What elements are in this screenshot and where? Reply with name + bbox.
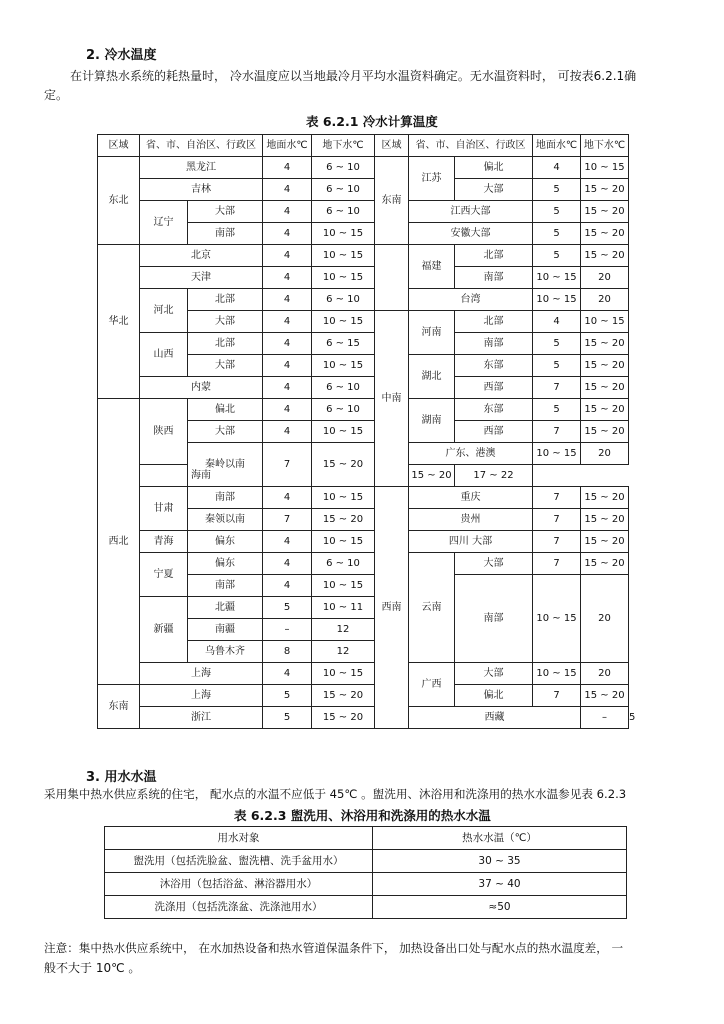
surface-temp-cell: 10 ~ 15 [533,663,581,685]
subarea-cell: 偏东 [188,531,263,553]
province-cell: 吉林 [140,179,263,201]
province-cell: 陕西 [140,399,188,465]
province-cell: 湖南 [409,399,455,443]
province-cell: 西藏 [409,707,581,729]
subarea-cell: 西部 [455,421,533,443]
ground-temp-cell: 6 ~ 10 [312,289,375,311]
subarea-cell: 南部 [188,487,263,509]
province-cell: 台湾 [409,289,533,311]
province-cell: 江苏 [409,157,455,201]
header-water-use: 用水对象 [105,827,373,850]
surface-temp-cell: 15 ~ 20 [409,465,455,487]
header-region: 区域 [98,135,140,157]
surface-temp-cell: 4 [263,487,312,509]
section-2-para-line1: 在计算热水系统的耗热量时， 冷水温度应以当地最冷月平均水温资料确定。无水温资料时， 可按表6.2.1确 [70,69,637,83]
province-cell: 北京 [140,245,263,267]
ground-temp-cell: 15 ~ 20 [581,531,629,553]
table-6-2-1-caption: 表 6.2.1 冷水计算温度 [306,114,438,129]
ground-temp-cell: 15 ~ 20 [312,707,375,729]
province-cell: 江西大部 [409,201,533,223]
ground-temp-cell: 10 ~ 15 [312,663,375,685]
subarea-cell: 北部 [188,333,263,355]
note-line1: 注意：集中热水供应系统中， 在水加热设备和热水管道保温条件下， 加热设备出口处与配水点的热水温度差， 一 [44,941,624,955]
ground-temp-cell: 10 ~ 15 [312,355,375,377]
ground-temp-cell: 10 ~ 15 [312,245,375,267]
surface-temp-cell: 4 [263,399,312,421]
subarea-cell: 偏东 [188,553,263,575]
surface-temp-cell: 4 [263,355,312,377]
header-surface-water-right: 地面水℃ [533,135,581,157]
province-cell: 辽宁 [140,201,188,245]
cold-water-temperature-table: 区域 省、市、自治区、行政区 地面水℃ 地下水℃ 区域 省、市、自治区、行政区 地面水℃ 地下水℃ 东北 黑龙江 4 6 ~ 10 东南 江苏 偏北 4 10 ~ 15 吉林 4 6 ~ 10 大部 5 15 ~ 20 辽宁 大部 4 6 ~ 10 江西大部 5 15 ~ 20 南部 4 10 ~ 15 安徽大部 5 15 ~ 20 华北 北京 4 10 ~ 15 福建 北部 5 15 ~ 20 天津 4 10 ~ 15 南部 10 ~ 15 20 河北 北部 4 6 ~ 10 台湾 10 ~ 15 20 大部 4 10 ~ 15 中南 河南 北部 4 10 ~ 15 山西 北部 4 6 ~ 15 南部 5 15 ~ 20 大部 4 10 ~ 15 湖北 东部 5 15 ~ 20 内蒙 4 6 ~ 10 西部 7 15 ~ 20 西北 陕西 偏北 4 6 ~ 10 湖南 东部 5 15 ~ 20 大部 4 10 ~ 15 西部 7 15 ~ 20 秦岭以南 7 15 ~ 20 广东、港澳 10 ~ 15 20 海南 15 ~ 20 17 ~ 22 甘肃 南部 4 10 ~ 15 西南 重庆 7 15 ~ 20 秦领以南 7 15 ~ 20 贵州 7 15 ~ 20 青海 偏东 4 10 ~ 15 四川 大部 7 15 ~ 20 宁夏 偏东 4 6 ~ 10 云南 大部 7 15 ~ 20 南部 4 10 ~ 15 南部 10 ~ 15 20 新疆 北疆 5 10 ~ 11 南疆 – 12 乌鲁木齐 8 12 上海 4 10 ~ 15 广西 大部 10 ~ 15 20 东南 上海 5 15 ~ 20 偏北 7 15 ~ 20 浙江 5 15 ~ 20 西藏 – 5 [97,134,629,729]
section-3-title: 3. 用水水温 [86,770,157,785]
ground-temp-cell: 15 ~ 20 [581,685,629,707]
province-cell: 广西 [409,663,455,707]
subarea-cell: 东部 [455,355,533,377]
province-cell: 内蒙 [140,377,263,399]
surface-temp-cell: 4 [263,553,312,575]
ground-temp-cell: 6 ~ 10 [312,377,375,399]
ground-temp-cell: 15 ~ 20 [581,553,629,575]
ground-temp-cell: 20 [581,267,629,289]
subarea-cell: 大部 [188,311,263,333]
province-cell: 云南 [409,553,455,663]
surface-temp-cell: 4 [263,311,312,333]
ground-temp-cell: 15 ~ 20 [581,245,629,267]
surface-temp-cell: 4 [263,267,312,289]
ground-temp-cell: 20 [581,663,629,685]
surface-temp-cell: 7 [533,685,581,707]
region-xibei: 西北 [98,399,140,685]
ground-temp-cell: 6 ~ 10 [312,179,375,201]
surface-temp-cell: 7 [263,443,312,487]
surface-temp-cell: – [263,619,312,641]
ground-temp-cell: 10 ~ 15 [312,223,375,245]
ground-temp-cell: 10 ~ 15 [312,311,375,333]
table-row [105,850,627,873]
temp-cell: 30 ~ 35 [373,850,627,873]
surface-temp-cell: 8 [263,641,312,663]
surface-temp-cell: 4 [263,201,312,223]
province-cell: 贵州 [409,509,533,531]
subarea-cell: 大部 [188,355,263,377]
province-cell: 湖北 [409,355,455,399]
header-surface-water: 地面水℃ [263,135,312,157]
ground-temp-cell: 15 ~ 20 [581,377,629,399]
table-row [105,873,627,896]
province-cell: 重庆 [409,487,533,509]
hot-water-temperature-table [104,826,627,919]
header-ground-water-right: 地下水℃ [581,135,629,157]
ground-temp-cell: 6 ~ 10 [312,201,375,223]
ground-temp-cell: 15 ~ 20 [581,487,629,509]
province-cell: 甘肃 [140,487,188,531]
subarea-cell: 大部 [188,421,263,443]
surface-temp-cell: 7 [533,487,581,509]
subarea-cell: 大部 [188,201,263,223]
ground-temp-cell: 15 ~ 20 [312,685,375,707]
province-cell: 青海 [140,531,188,553]
surface-temp-cell: 5 [263,685,312,707]
ground-temp-cell: 6 ~ 10 [312,399,375,421]
surface-temp-cell: 10 ~ 15 [533,267,581,289]
subarea-cell: 南疆 [188,619,263,641]
ground-temp-cell: 6 ~ 10 [312,553,375,575]
province-cell: 宁夏 [140,553,188,597]
surface-temp-cell: 4 [263,377,312,399]
province-cell: 四川 大部 [409,531,533,553]
ground-temp-cell: 10 ~ 15 [312,575,375,597]
subarea-cell: 北部 [188,289,263,311]
subarea-cell: 大部 [455,553,533,575]
province-cell: 广东、港澳 [409,443,533,465]
subarea-cell: 南部 [188,575,263,597]
note-line2: 般不大于 10℃ 。 [44,961,141,975]
ground-temp-cell: 15 ~ 20 [581,333,629,355]
subarea-cell: 大部 [455,663,533,685]
subarea-cell: 南部 [188,223,263,245]
section-3-para: 采用集中热水供应系统的住宅， 配水点的水温不应低于 45℃ 。盥洗用、沐浴用和洗涤用的热水水温参见表 6.2.3 [44,787,627,801]
province-cell: 山西 [140,333,188,377]
ground-temp-cell: 15 ~ 20 [581,201,629,223]
subarea-cell: 西部 [455,377,533,399]
ground-temp-cell: 10 ~ 15 [312,267,375,289]
region-zhongnan: 中南 [375,311,409,487]
ground-temp-cell: 20 [581,289,629,311]
subarea-cell: 秦领以南 [188,509,263,531]
ground-temp-cell: 12 [312,619,375,641]
surface-temp-cell: – [581,707,629,729]
subarea-cell: 东部 [455,399,533,421]
section-2-title: 2. 冷水温度 [86,48,157,63]
ground-temp-cell: 15 ~ 20 [581,223,629,245]
ground-temp-cell: 15 ~ 20 [581,399,629,421]
ground-temp-cell: 15 ~ 20 [581,509,629,531]
header-ground-water: 地下水℃ [312,135,375,157]
surface-temp-cell: 5 [533,201,581,223]
header-hot-water-temp: 热水水温（℃） [373,827,627,850]
surface-temp-cell: 4 [263,157,312,179]
surface-temp-cell: 7 [533,531,581,553]
surface-temp-cell: 4 [263,531,312,553]
surface-temp-cell: 5 [263,597,312,619]
province-cell: 黑龙江 [140,157,263,179]
subarea-cell: 偏北 [188,399,263,421]
surface-temp-cell: 5 [533,179,581,201]
table-6-2-3-caption: 表 6.2.3 盥洗用、沐浴用和洗涤用的热水水温 [234,808,491,823]
subarea-cell: 偏北 [455,157,533,179]
header-province-right: 省、市、自治区、行政区 [409,135,533,157]
temp-cell: 37 ~ 40 [373,873,627,896]
surface-temp-cell: 7 [533,377,581,399]
ground-temp-cell: 10 ~ 15 [312,487,375,509]
surface-temp-cell: 4 [263,223,312,245]
surface-temp-cell: 7 [263,509,312,531]
region-huabei: 华北 [98,245,140,399]
ground-temp-cell: 10 ~ 11 [312,597,375,619]
ground-temp-cell: 17 ~ 22 [455,465,533,487]
surface-temp-cell: 10 ~ 15 [533,443,581,465]
surface-temp-cell: 5 [263,707,312,729]
province-cell: 天津 [140,267,263,289]
ground-temp-cell: 20 [581,575,629,663]
subarea-cell: 南部 [455,267,533,289]
surface-temp-cell: 5 [533,333,581,355]
ground-temp-cell: 15 ~ 20 [312,443,375,487]
water-use-cell: 沐浴用（包括浴盆、淋浴器用水） [105,873,373,896]
ground-temp-cell: 12 [312,641,375,663]
header-region-right: 区域 [375,135,409,157]
province-cell: 福建 [409,245,455,289]
surface-temp-cell: 10 ~ 15 [533,575,581,663]
region-xinan: 西南 [375,487,409,729]
ground-temp-cell: 20 [581,443,629,465]
surface-temp-cell: 7 [533,509,581,531]
ground-temp-cell: 15 ~ 20 [581,355,629,377]
province-cell: 新疆 [140,597,188,663]
subarea-cell: 南部 [455,575,533,663]
region-dongnan-right-cont [375,245,409,311]
province-cell: 浙江 [140,707,263,729]
ground-temp-cell: 6 ~ 10 [312,157,375,179]
section-2-para-line2: 定。 [44,88,69,102]
ground-temp-cell: 6 ~ 15 [312,333,375,355]
surface-temp-cell: 7 [533,421,581,443]
table-row [105,896,627,919]
surface-temp-cell: 4 [533,311,581,333]
ground-temp-cell: 10 ~ 15 [312,421,375,443]
subarea-cell: 北疆 [188,597,263,619]
ground-temp-cell: 10 ~ 15 [581,157,629,179]
subarea-cell: 大部 [455,179,533,201]
region-dongbei: 东北 [98,157,140,245]
subarea-cell: 南部 [455,333,533,355]
header-province: 省、市、自治区、行政区 [140,135,263,157]
surface-temp-cell: 5 [533,355,581,377]
ground-temp-cell: 15 ~ 20 [581,421,629,443]
province-cell: 上海 [140,663,263,685]
surface-temp-cell: 4 [533,157,581,179]
region-dongnan-right: 东南 [375,157,409,245]
province-cell: 上海 [140,685,263,707]
surface-temp-cell: 4 [263,245,312,267]
surface-temp-cell: 4 [263,289,312,311]
ground-temp-cell: 10 ~ 15 [312,531,375,553]
surface-temp-cell: 4 [263,333,312,355]
subarea-cell: 北部 [455,311,533,333]
surface-temp-cell: 4 [263,575,312,597]
surface-temp-cell: 10 ~ 15 [533,289,581,311]
subarea-cell: 偏北 [455,685,533,707]
region-dongnan: 东南 [98,685,140,729]
temp-cell: ≈50 [373,896,627,919]
ground-temp-cell: 15 ~ 20 [581,179,629,201]
surface-temp-cell: 4 [263,179,312,201]
water-use-cell: 盥洗用（包括洗脸盆、盥洗槽、洗手盆用水） [105,850,373,873]
surface-temp-cell: 5 [533,245,581,267]
province-cell: 海南 [140,465,263,487]
water-use-cell: 洗涤用（包括洗涤盆、洗涤池用水） [105,896,373,919]
ground-temp-cell: 10 ~ 15 [581,311,629,333]
surface-temp-cell: 5 [533,399,581,421]
surface-temp-cell: 4 [263,421,312,443]
province-cell: 河南 [409,311,455,355]
province-cell: 安徽大部 [409,223,533,245]
subarea-cell: 北部 [455,245,533,267]
province-cell: 河北 [140,289,188,333]
ground-temp-cell: 15 ~ 20 [312,509,375,531]
surface-temp-cell: 7 [533,553,581,575]
subarea-cell: 乌鲁木齐 [188,641,263,663]
surface-temp-cell: 5 [533,223,581,245]
surface-temp-cell: 4 [263,663,312,685]
subarea-cell: 秦岭以南 [188,443,263,487]
